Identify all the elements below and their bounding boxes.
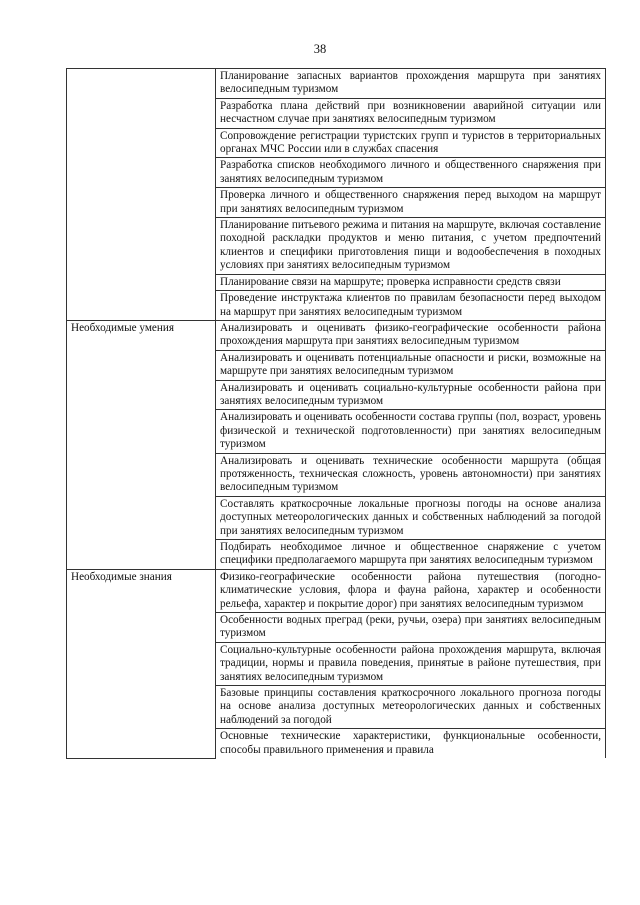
- requirement-item: Базовые принципы составления краткосрочного локального прогноза погоды на основе анализа доступных метеорологических данных и собственных наблюдений за погодой: [216, 686, 606, 729]
- requirement-item: Основные технические характеристики, функциональные особенности, способы правильного применения и правила: [216, 729, 606, 758]
- requirement-item: Проверка личного и общественного снаряжения перед выходом на маршрут при занятиях велосипедным туризмом: [216, 188, 606, 218]
- page-number: 38: [313, 42, 327, 56]
- requirement-item: Разработка плана действий при возникновении аварийной ситуации или несчастном случае при занятиях велосипедным туризмом: [216, 98, 606, 128]
- requirement-item: Подбирать необходимое личное и общественное снаряжение с учетом специфики предполагаемого маршрута при занятиях велосипедным туризмом: [216, 540, 606, 570]
- requirement-item: Анализировать и оценивать технические особенности маршрута (общая протяженность, техническая сложность, уровень автономности) при занятиях велосипедным туризмом: [216, 453, 606, 496]
- table-row: [67, 320, 606, 350]
- requirement-item: Планирование запасных вариантов прохождения маршрута при занятиях велосипедным туризмом: [216, 69, 606, 99]
- requirement-item: Проведение инструктажа клиентов по правилам безопасности перед выходом на маршрут при занятиях велосипедным туризмом: [216, 291, 606, 321]
- requirement-item: Разработка списков необходимого личного и общественного снаряжения при занятиях велосипедным туризмом: [216, 158, 606, 188]
- requirement-item: Особенности водных преград (реки, ручьи, озера) при занятиях велосипедным туризмом: [216, 613, 606, 643]
- table-row: [67, 69, 606, 99]
- section-label: Необходимые знания: [67, 569, 216, 758]
- requirement-item: Анализировать и оценивать особенности состава группы (пол, возраст, уровень физической и технической подготовленности) при занятиях велосипедным туризмом: [216, 410, 606, 453]
- requirement-item: Анализировать и оценивать потенциальные опасности и риски, возможные на маршруте при занятиях велосипедным туризмом: [216, 350, 606, 380]
- table-row: [67, 569, 606, 612]
- requirement-item: Физико-географические особенности района путешествия (погодно-климатические условия, флора и фауна района, характер и особенности рельефа, характер и покрытие дорог) при занятиях велосипедным туризмом: [216, 569, 606, 612]
- requirement-item: Анализировать и оценивать физико-географические особенности района прохождения маршрута при занятиях велосипедным туризмом: [216, 320, 606, 350]
- section-label: [67, 69, 216, 321]
- requirements-table: [66, 68, 606, 759]
- requirement-item: Составлять краткосрочные локальные прогнозы погоды на основе анализа доступных метеорологических данных и собственных наблюдений за погодой при занятиях велосипедным туризмом: [216, 496, 606, 539]
- requirement-item: Планирование связи на маршруте; проверка исправности средств связи: [216, 274, 606, 290]
- requirement-item: Сопровождение регистрации туристских групп и туристов в территориальных органах МЧС России или в службах спасения: [216, 128, 606, 158]
- requirement-item: Анализировать и оценивать социально-культурные особенности района при занятиях велосипедным туризмом: [216, 380, 606, 410]
- section-label: Необходимые умения: [67, 320, 216, 569]
- requirement-item: Социально-культурные особенности района прохождения маршрута, включая традиции, нормы и правила поведения, принятые в районе путешествия, при занятиях велосипедным туризмом: [216, 642, 606, 685]
- requirements-table-body: [67, 69, 606, 759]
- requirement-item: Планирование питьевого режима и питания на маршруте, включая составление походной раскладки продуктов и меню питания, с учетом предпочтений клиентов и специфики приготовления пищи и водообеспечения в походных условиях при занятиях велосипедным туризмом: [216, 218, 606, 275]
